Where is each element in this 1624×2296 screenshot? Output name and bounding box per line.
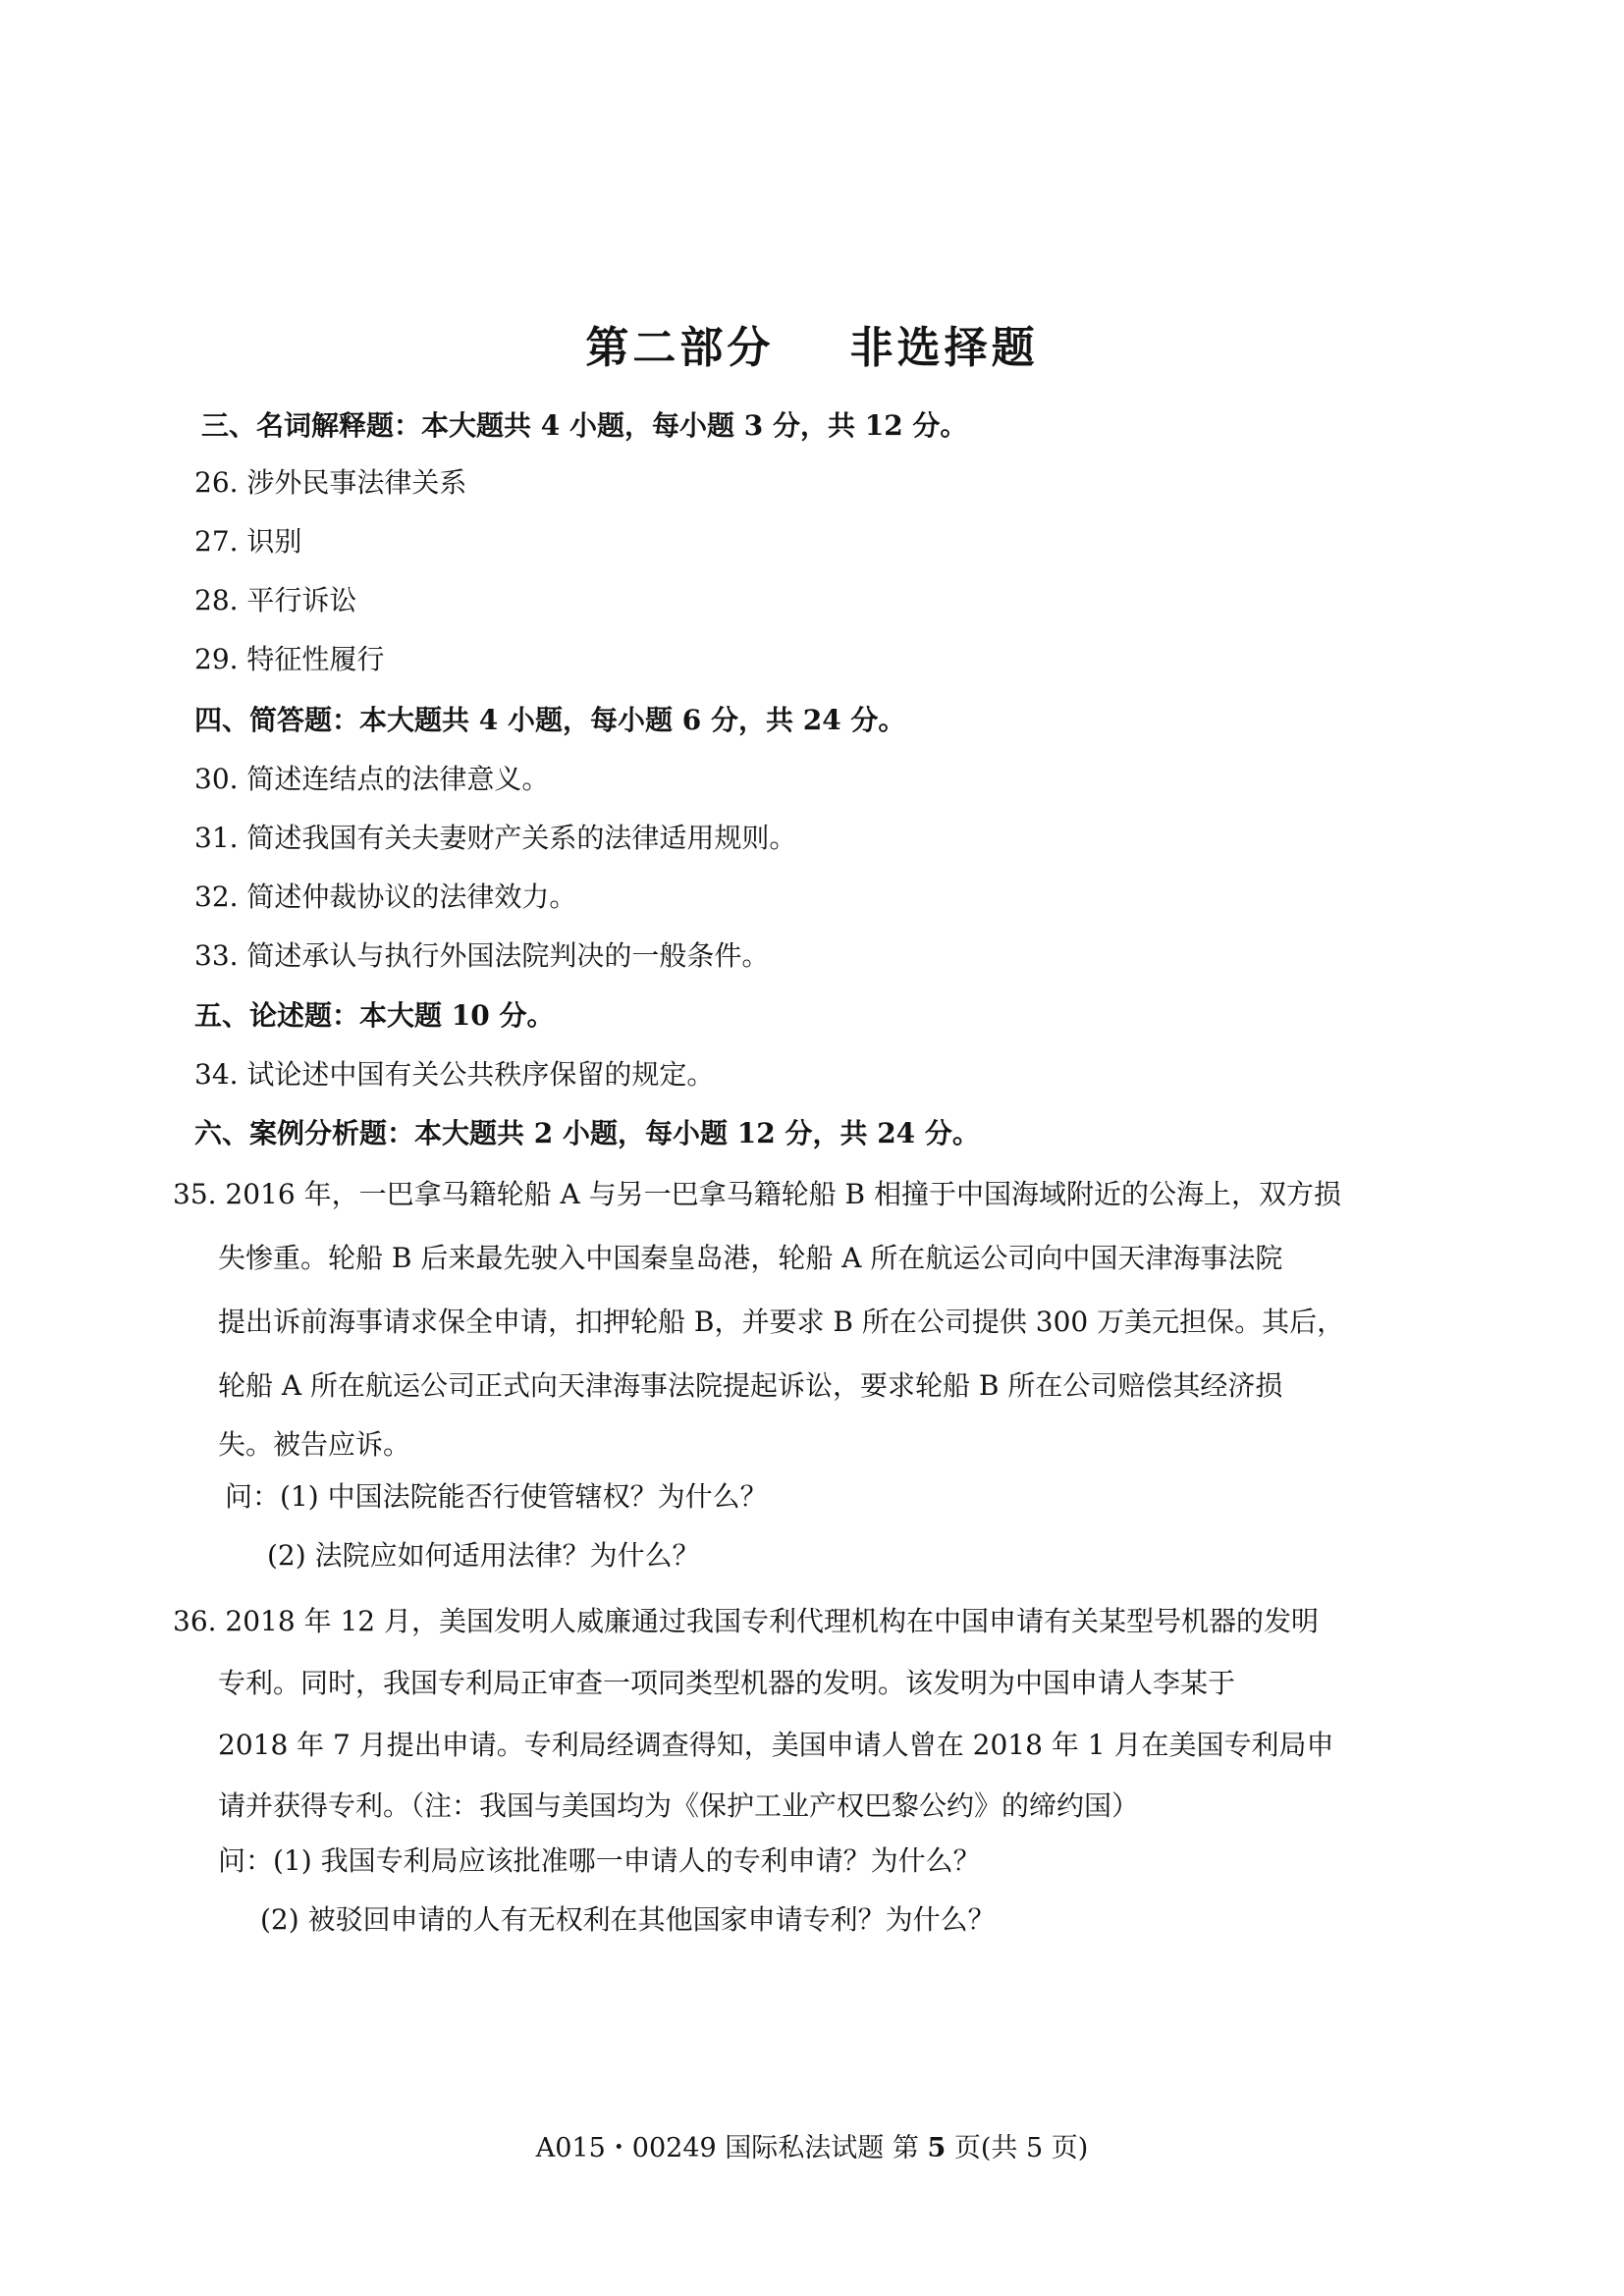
case-36-question-2: (2) 被驳回申请的人有无权利在其他国家申请专利？为什么？ <box>260 1903 996 1936</box>
section-heading-6: 六、案例分析题：本大题共 2 小题，每小题 12 分，共 24 分。 <box>194 1117 980 1149</box>
case-36-line-4: 请并获得专利。（注：我国与美国均为《保护工业产权巴黎公约》的缔约国） <box>218 1789 1140 1822</box>
question-30: 30. 简述连结点的法律意义。 <box>194 763 550 795</box>
case-35-question-1: 问：(1) 中国法院能否行使管辖权？为什么？ <box>225 1480 768 1513</box>
case-36-question-1: 问：(1) 我国专利局应该批准哪一申请人的专利申请？为什么？ <box>218 1844 981 1877</box>
footer-page-number: 5 <box>927 2133 947 2163</box>
section-heading-3: 三、名词解释题：本大题共 4 小题，每小题 3 分，共 12 分。 <box>201 409 968 442</box>
case-36-line-3: 2018 年 7 月提出申请。专利局经调查得知，美国申请人曾在 2018 年 1 月在美国专利局申 <box>218 1729 1334 1761</box>
footer-total: 页(共 5 页) <box>953 2133 1089 2163</box>
section-heading-5: 五、论述题：本大题 10 分。 <box>194 999 555 1032</box>
case-35-line-1: 35. 2016 年，一巴拿马籍轮船 A 与另一巴拿马籍轮船 B 相撞于中国海域附近的公海上，双方损 <box>173 1178 1341 1210</box>
question-34: 34. 试论述中国有关公共秩序保留的规定。 <box>194 1058 715 1091</box>
case-35-line-5: 失。被告应诉。 <box>218 1428 411 1461</box>
question-27: 27. 识别 <box>194 525 302 558</box>
question-32: 32. 简述仲裁协议的法律效力。 <box>194 881 577 913</box>
case-35-question-2: (2) 法院应如何适用法律？为什么？ <box>267 1539 700 1572</box>
page-footer <box>0 2126 1624 2164</box>
question-29: 29. 特征性履行 <box>194 643 385 675</box>
question-33: 33. 简述承认与执行外国法院判决的一般条件。 <box>194 939 770 972</box>
section-heading-4: 四、简答题：本大题共 4 小题，每小题 6 分，共 24 分。 <box>194 704 906 736</box>
part-title: 第二部分 非选择题 <box>585 323 1039 373</box>
question-28: 28. 平行诉讼 <box>194 584 357 616</box>
case-36-line-2: 专利。同时，我国专利局正审查一项同类型机器的发明。该发明为中国申请人李某于 <box>218 1667 1236 1699</box>
case-35-line-4: 轮船 A 所在航运公司正式向天津海事法院提起诉讼，要求轮船 B 所在公司赔偿其经济损 <box>218 1369 1283 1402</box>
case-35-line-3: 提出诉前海事请求保全申请，扣押轮船 B，并要求 B 所在公司提供 300 万美元担保。其后， <box>218 1306 1345 1338</box>
case-36-line-1: 36. 2018 年 12 月，美国发明人威廉通过我国专利代理机构在中国申请有关某型号机器的发明 <box>173 1605 1320 1637</box>
question-31: 31. 简述我国有关夫妻财产关系的法律适用规则。 <box>194 822 797 854</box>
footer-code: A015・00249 国际私法试题 第 <box>535 2133 919 2163</box>
question-26: 26. 涉外民事法律关系 <box>194 466 467 499</box>
case-35-line-2: 失惨重。轮船 B 后来最先驶入中国秦皇岛港，轮船 A 所在航运公司向中国天津海事法院 <box>218 1242 1283 1274</box>
